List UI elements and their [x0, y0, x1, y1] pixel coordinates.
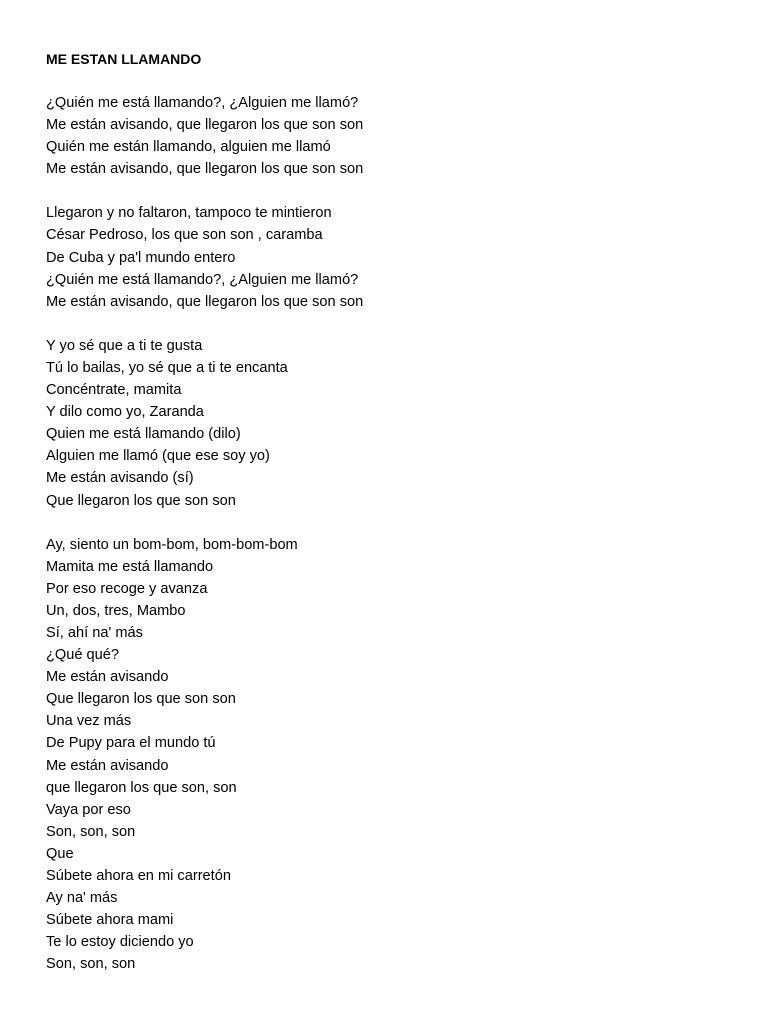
lyric-line: Son, son, son [46, 956, 136, 973]
lyric-line: Alguien me llamó (que ese soy yo) [46, 448, 270, 465]
lyric-line: Que llegaron los que son son [46, 691, 236, 708]
lyric-line: Sí, ahí na' más [46, 624, 143, 641]
lyric-line: que llegaron los que son, son [46, 779, 237, 796]
stanza-1 [46, 92, 746, 180]
lyric-line: Me están avisando [46, 669, 169, 686]
stanza-2 [46, 202, 746, 312]
lyric-line: Tú lo bailas, yo sé que a ti te encanta [46, 359, 288, 376]
lyric-line: De Pupy para el mundo tú [46, 735, 216, 752]
lyric-line: Y yo sé que a ti te gusta [46, 337, 203, 354]
lyric-line: Por eso recoge y avanza [46, 580, 208, 597]
document-page [46, 48, 746, 997]
lyric-line: Me están avisando, que llegaron los que son son [46, 117, 364, 134]
lyric-line: Súbete ahora mami [46, 912, 174, 929]
lyric-line: Llegaron y no faltaron, tampoco te mintieron [46, 205, 332, 222]
lyric-line: Quien me está llamando (dilo) [46, 426, 241, 443]
lyric-line: Me están avisando, que llegaron los que son son [46, 161, 364, 178]
lyric-line: ¿Quién me está llamando?, ¿Alguien me llamó? [46, 271, 359, 288]
lyric-line: ¿Qué qué? [46, 647, 120, 664]
lyric-line: Me están avisando [46, 757, 169, 774]
lyric-line: Te lo estoy diciendo yo [46, 934, 194, 951]
lyric-line: Vaya por eso [46, 801, 131, 818]
lyric-line: Me están avisando, que llegaron los que son son [46, 293, 364, 310]
lyric-line: Concéntrate, mamita [46, 382, 182, 399]
lyric-line: Que llegaron los que son son [46, 492, 236, 509]
stanza-3 [46, 335, 746, 512]
lyric-line: Una vez más [46, 713, 132, 730]
lyric-line: Me están avisando (sí) [46, 470, 194, 487]
lyric-line: Y dilo como yo, Zaranda [46, 404, 204, 421]
lyric-line: Ay, siento un bom-bom, bom-bom-bom [46, 536, 298, 553]
lyric-line: Mamita me está llamando [46, 558, 214, 575]
lyric-line: De Cuba y pa'l mundo entero [46, 249, 236, 266]
lyric-line: Quién me están llamando, alguien me llamó [46, 139, 331, 156]
lyric-line: Que [46, 845, 74, 862]
lyric-line: Son, son, son [46, 823, 136, 840]
lyric-line: Súbete ahora en mi carretón [46, 868, 231, 884]
page-title: ME ESTAN LLAMANDO [46, 51, 202, 67]
lyric-line: Ay na' más [46, 890, 118, 907]
lyric-line: Un, dos, tres, Mambo [46, 602, 186, 619]
stanza-4 [46, 534, 746, 976]
lyric-line: ¿Quién me está llamando?, ¿Alguien me llamó? [46, 95, 359, 111]
lyric-line: César Pedroso, los que son son , caramba [46, 227, 323, 244]
